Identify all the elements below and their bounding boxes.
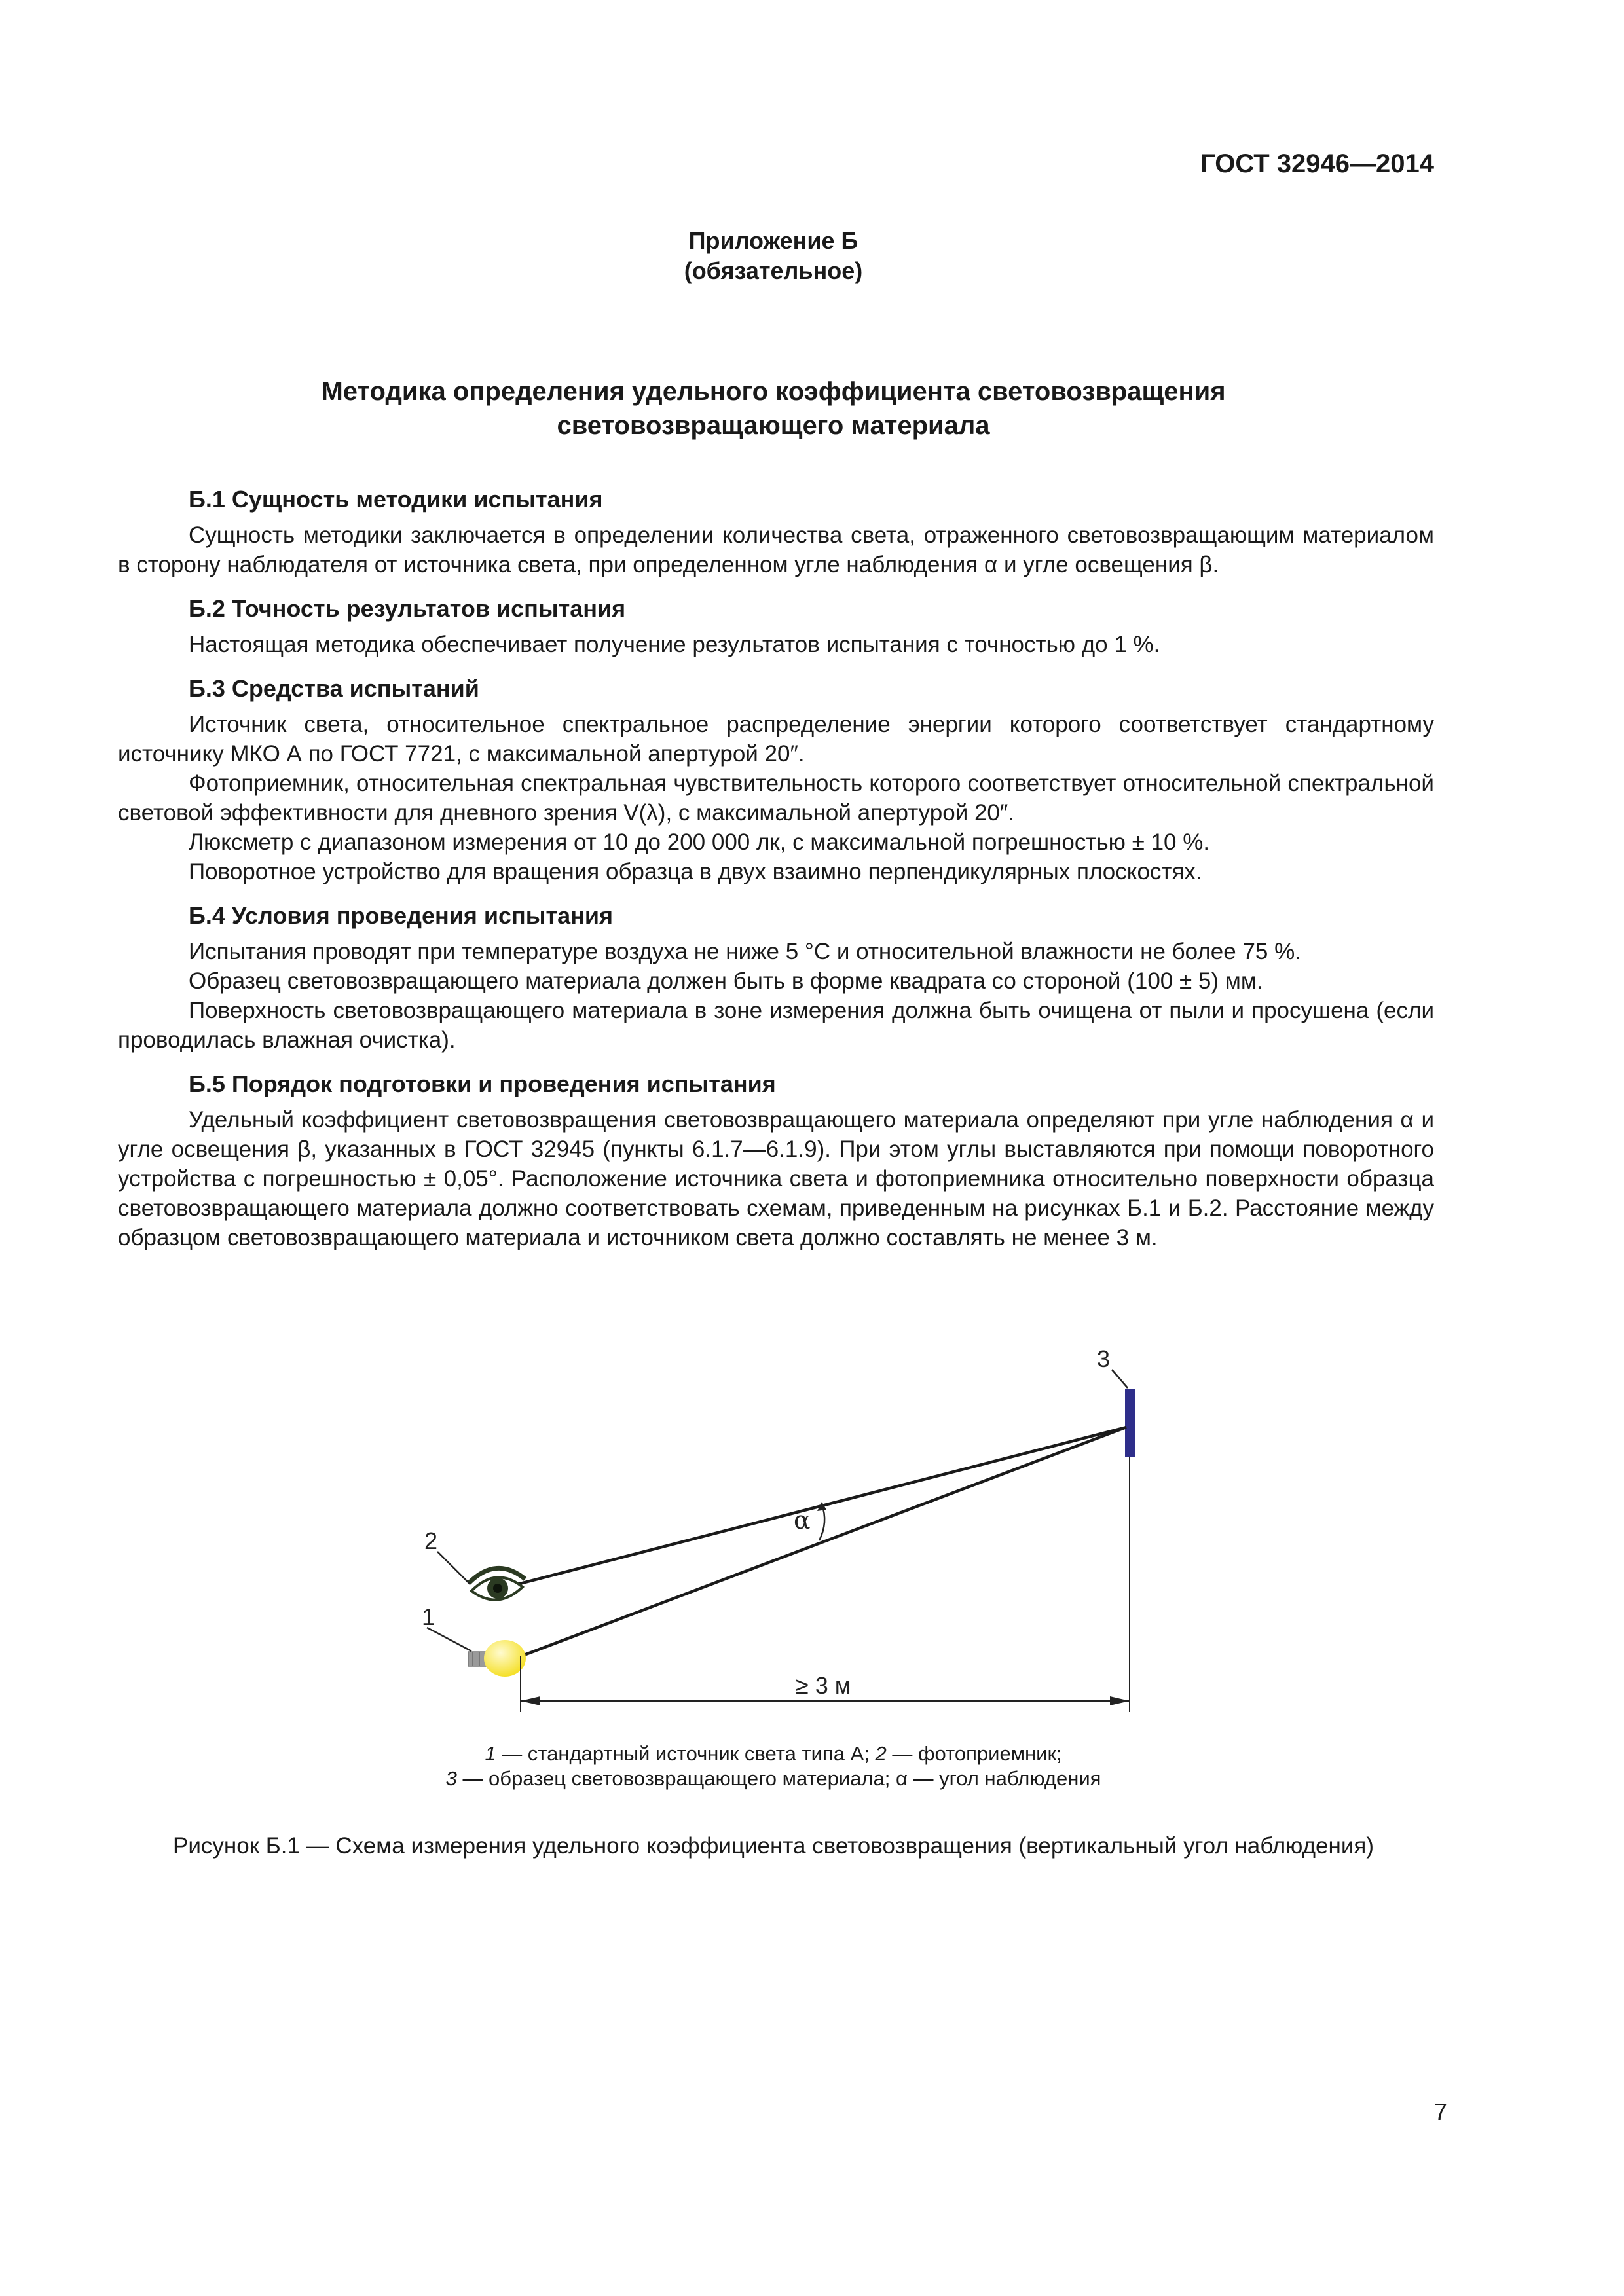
legend-num: 2: [875, 1742, 887, 1765]
document-code: ГОСТ 32946—2014: [1200, 149, 1434, 178]
paragraph: Сущность методики заключается в определении количества света, отраженного световозвращающим материалом в сторону наблюдателя от источника света, при определенном угле наблюдения α и угле освещения β.: [118, 522, 1434, 577]
angle-label: α: [794, 1506, 811, 1535]
legend-num: 3: [445, 1767, 457, 1790]
document-title: [0, 374, 1547, 443]
title-line-2: световозвращающего материала: [557, 411, 990, 440]
legend-line-2: [0, 1766, 1547, 1791]
section-b4: [118, 901, 1434, 1055]
distance-label: ≥ 3 м: [796, 1672, 851, 1699]
paragraph: Удельный коэффициент световозвращения световозвращающего материала определяют при угле наблюдения α и угле освещения β, указанных в ГОСТ 32945 (пункты 6.1.7—6.1.9). При этом углы выставляются при помощи поворотного устройства с погрешностью ± 0,05°. Расположение источника света и фотоприемника относительно поверхности образца световозвращающего материала должно соответствовать схемам, приведенным на рисунках Б.1 и Б.2. Расстояние между образцом световозвращающего материала и источником света должно составлять не менее 3 м.: [118, 1107, 1434, 1250]
paragraph: Поверхность световозвращающего материала в зоне измерения должна быть очищена от пыли и просушена (если проводилась влажная очистка).: [118, 998, 1434, 1053]
appendix-title: Приложение Б: [688, 227, 858, 254]
paragraph: Фотоприемник, относительная спектральная чувствительность которого соответствует относительной спектральной световой эффективности для дневного зрения V(λ), с максимальной апертурой 20″.: [118, 771, 1434, 826]
section-b3: [118, 674, 1434, 886]
paragraph: Поворотное устройство для вращения образца в двух взаимно перпендикулярных плоскостях.: [189, 859, 1202, 884]
legend-text: — фотоприемник;: [886, 1742, 1062, 1765]
legend-text: — образец световозвращающего материала;: [456, 1767, 896, 1790]
eye-icon: [469, 1568, 525, 1599]
legend-num: 1: [485, 1742, 496, 1765]
paragraph: Образец световозвращающего материала должен быть в форме квадрата со стороной (100 ± 5) мм.: [189, 968, 1263, 994]
light-bulb-icon: [468, 1640, 526, 1677]
section-heading: Б.5 Порядок подготовки и проведения испытания: [189, 1070, 776, 1097]
sample-plate: [1125, 1389, 1135, 1457]
legend-text: — стандартный источник света типа А;: [496, 1742, 876, 1765]
appendix-heading: [0, 226, 1547, 286]
section-b1: [118, 484, 1434, 579]
section-heading: Б.3 Средства испытаний: [189, 675, 479, 702]
leader-line-2: [437, 1552, 470, 1584]
paragraph: Настоящая методика обеспечивает получение результатов испытания с точностью до 1 %.: [189, 632, 1160, 657]
page-number: 7: [1433, 2098, 1447, 2125]
section-heading: Б.2 Точность результатов испытания: [189, 595, 626, 622]
appendix-status: (обязательное): [684, 257, 863, 284]
legend-num: α: [895, 1767, 908, 1790]
section-heading: Б.1 Сущность методики испытания: [189, 486, 603, 513]
measurement-diagram: [393, 1336, 1166, 1722]
figure-caption: Рисунок Б.1 — Схема измерения удельного коэффициента световозвращения (вертикальный угол наблюдения): [173, 1833, 1374, 1859]
label-1: 1: [422, 1603, 435, 1630]
section-heading: Б.4 Условия проведения испытания: [189, 902, 614, 929]
illumination-line: [521, 1427, 1126, 1656]
title-line-1: Методика определения удельного коэффициента световозвращения: [321, 377, 1226, 406]
body-text: [118, 484, 1434, 1267]
leader-line-3: [1112, 1370, 1128, 1388]
paragraph: Люксметр с диапазоном измерения от 10 до 200 000 лк, с максимальной погрешностью ± 10 %.: [189, 829, 1210, 855]
dimension-arrow-right: [1110, 1696, 1130, 1705]
dimension-arrow-left: [521, 1696, 540, 1705]
label-3: 3: [1097, 1345, 1111, 1372]
section-b5: [118, 1069, 1434, 1252]
paragraph: Испытания проводят при температуре воздуха не ниже 5 °С и относительной влажности не более 75 %.: [189, 939, 1301, 964]
legend-line-1: [0, 1741, 1547, 1766]
figure-legend: [0, 1741, 1547, 1791]
label-2: 2: [424, 1527, 438, 1554]
figure-b1: [393, 1336, 1166, 1722]
leader-line-1: [427, 1628, 471, 1651]
legend-text: — угол наблюдения: [907, 1767, 1101, 1790]
section-b2: [118, 594, 1434, 659]
paragraph: Источник света, относительное спектральное распределение энергии которого соответствует стандартному источнику МКО А по ГОСТ 7721, с максимальной апертурой 20″.: [118, 712, 1434, 767]
